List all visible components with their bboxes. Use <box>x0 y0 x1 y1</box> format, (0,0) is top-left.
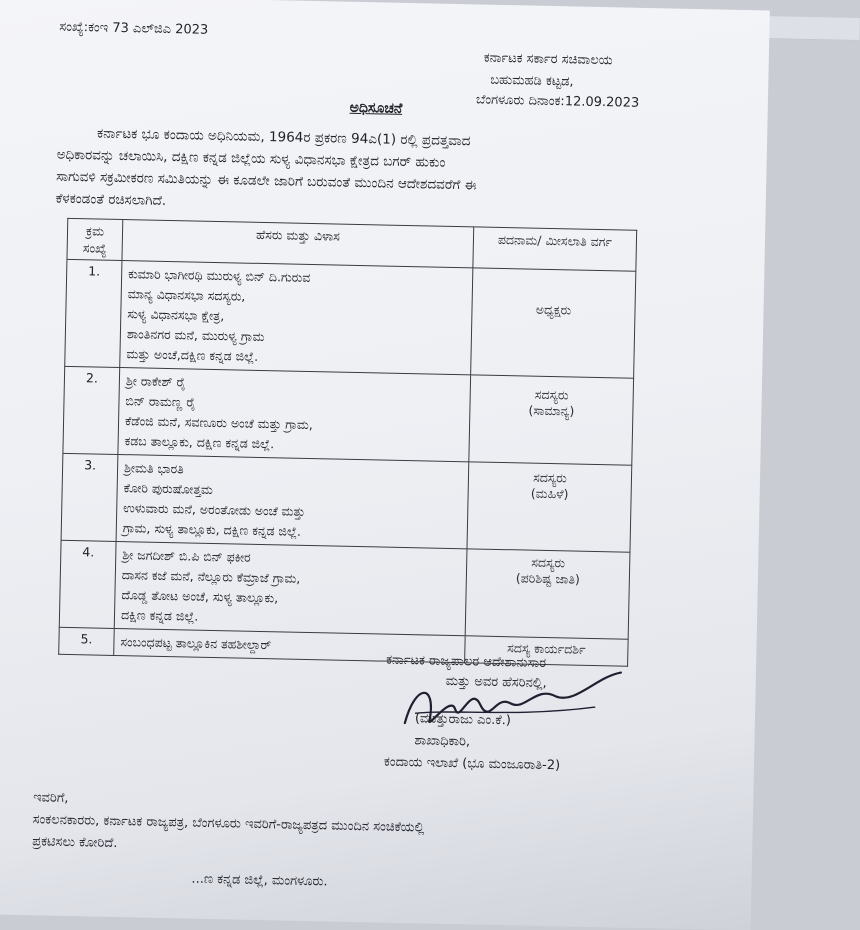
row-serial: 4. <box>59 540 116 628</box>
notification-date: ಬೆಂಗಳೂರು ದಿನಾಂಕ:12.09.2023 <box>475 92 640 111</box>
address-line: ಸಂಬಂಧಪಟ್ಟ ತಾಲ್ಲೂಕಿನ ತಹಶೀಲ್ದಾರ್ <box>120 634 272 653</box>
header-name-address: ಹೆಸರು ಮತ್ತು ವಿಳಾಸ <box>122 220 474 268</box>
recipient-line-1: ಸಂಕಲನಕಾರರು, ಕರ್ನಾಟಕ ರಾಜ್ಯಪತ್ರ, ಬೆಂಗಳೂರು ಇವರಿಗೆ-ರಾಜ್ಯಪತ್ರದ ಮುಂದಿನ ಸಂಚಿಕೆಯಲ್ಲಿ <box>32 812 425 836</box>
designation-title: ಅಧ್ಯಕ್ಷರು <box>535 301 572 318</box>
address-line: ದಕ್ಷಿಣ ಕನ್ನಡ ಜಿಲ್ಲೆ. <box>120 607 199 624</box>
address-line: ಗ್ರಾಮ, ಸುಳ್ಯ ತಾಲ್ಲೂಕು, ದಕ್ಷಿಣ ಕನ್ನಡ ಜಿಲ್ಲೆ. <box>122 520 302 539</box>
row-name-address <box>116 454 469 548</box>
row-name-address <box>114 541 467 635</box>
row-designation <box>469 375 634 465</box>
reservation-category: (ಪರಿಶಿಷ್ಟ ಜಾತಿ) <box>515 570 581 587</box>
address-line: ಕಡಬ ತಾಲ್ಲೂಕು, ದಕ್ಷಿಣ ಕನ್ನಡ ಜಿಲ್ಲೆ. <box>124 433 275 452</box>
designation-title: ಸದಸ್ಯರು <box>531 554 566 571</box>
office-name: ಕರ್ನಾಟಕ ಸರ್ಕಾರ ಸಚಿವಾಲಯ <box>483 50 613 69</box>
body-line-3: ಸಾಗುವಳಿ ಸಕ್ರಮೀಕರಣ ಸಮಿತಿಯನ್ನು ಈ ಕೂಡಲೇ ಜಾರಿಗೆ ಬರುವಂತೆ ಮುಂದಿನ ಆದೇಶದವರೆಗೆ ಈ <box>56 168 477 194</box>
reference-number: ಸಂಖ್ಯೆ:ಕಂಇ 73 ಎಲ್‌ಜಿಎ 2023 <box>59 19 209 38</box>
designation-title: ಸದಸ್ಯರು <box>533 469 567 486</box>
table-row <box>61 453 632 552</box>
row-designation <box>471 268 636 378</box>
row-serial: 2. <box>63 366 120 454</box>
governor-name-line: ಮತ್ತು ಅವರ ಹೆಸರಿನಲ್ಲಿ, <box>445 673 547 692</box>
department-name: ಕಂದಾಯ ಇಲಾಖೆ (ಭೂ ಮಂಜೂರಾತಿ-2) <box>383 754 561 774</box>
body-line-4: ಕೆಳಕಂಡಂತೆ ರಚಿಸಲಾಗಿದೆ. <box>55 190 167 209</box>
address-line: ಶ್ರೀಮತಿ ಭಾರತಿ <box>123 460 184 477</box>
address-line: ಕುಮಾರಿ ಭಾಗೀರಥಿ ಮುರುಳ್ಯ ಬಿನ್ ದಿ.ಗುರುವ <box>128 266 311 285</box>
reservation-category: (ಸಾಮಾನ್ಯ) <box>528 402 575 419</box>
row-name-address <box>120 261 473 375</box>
page-title: ಅಧಿಸೂಚನೆ <box>349 99 403 117</box>
address-line: ದಾಸನ ಕಜೆ ಮನೆ, ನೆಲ್ಲೂರು ಕೆಮ್ರಾಜೆ ಗ್ರಾಮ, <box>121 567 301 586</box>
row-designation <box>465 549 630 639</box>
designation-title: ಸದಸ್ಯ ಕಾರ್ಯದರ್ಶಿ <box>507 640 586 657</box>
row-serial: 1. <box>65 259 122 367</box>
designation-title: ಸದಸ್ಯರು <box>534 386 569 403</box>
body-line-2: ಅಧಿಕಾರವನ್ನು ಚಲಾಯಿಸಿ, ದಕ್ಷಿಣ ಕನ್ನಡ ಜಿಲ್ಲೆಯ ಸುಳ್ಯ ವಿಧಾನಸಭಾ ಕ್ಷೇತ್ರದ ಬಗರ್ ಹುಕುಂ <box>56 146 446 171</box>
address-line: ಶ್ರೀ ಜಗದೀಶ್ ಬಿ.ಪಿ ಬಿನ್ ಫಕೀರ <box>122 547 251 565</box>
header-serial: ಕ್ರಮ ಸಂಖ್ಯೆ <box>67 218 123 260</box>
committee-table <box>58 218 637 667</box>
address-line: ಮತ್ತು ಅಂಚೆ,ದಕ್ಷಿಣ ಕನ್ನಡ ಜಿಲ್ಲೆ. <box>126 346 259 364</box>
body-line-1: ಕರ್ನಾಟಕ ಭೂ ಕಂದಾಯ ಅಧಿನಿಯಮ, 1964ರ ಪ್ರಕರಣ 94ಎ(1) ರಲ್ಲಿ ಪ್ರದತ್ತವಾದ <box>96 125 471 150</box>
officer-name: (ಮುತ್ತುರಾಜು ಎಂ.ಕೆ.) <box>414 711 512 729</box>
table-row <box>59 540 630 639</box>
row-name-address <box>118 368 471 462</box>
recipient-line-2: ಪ್ರಕಟಿಸಲು ಕೋರಿದೆ. <box>32 834 118 852</box>
address-line: ದೊಡ್ಡ ತೋಟ ಅಂಚೆ, ಸುಳ್ಯ ತಾಲ್ಲೂಕು, <box>121 587 279 606</box>
address-line: ಕೋರಿ ಪುರುಷೋತ್ತಮ <box>123 480 214 497</box>
address-line: ಸುಳ್ಯ ವಿಧಾನಸಭಾ ಕ್ಷೇತ್ರ, <box>127 306 225 324</box>
address-line: ಉಳುವಾರು ಮನೆ, ಅರಂತೋಡು ಅಂಚೆ ಮತ್ತು <box>123 500 306 519</box>
address-line: ಮಾನ್ಯ ವಿಧಾನಸಭಾ ಸದಸ್ಯರು, <box>127 286 246 304</box>
header-designation: ಪದನಾಮ/ ಮೀಸಲಾತಿ ವರ್ಗ <box>473 227 637 271</box>
governor-order-line: ಕರ್ನಾಟಕ ರಾಜ್ಯಪಾಲರ ಆದೇಶಾನುಸಾರ <box>385 652 547 671</box>
table-row <box>65 259 636 378</box>
reservation-category: (ಮಹಿಳೆ) <box>530 485 569 502</box>
recipient-line-3: ...ಣ ಕನ್ನಡ ಜಿಲ್ಲೆ, ಮಂಗಳೂರು. <box>191 871 328 890</box>
recipient-label: ಇವರಿಗೆ, <box>33 790 69 807</box>
address-line: ಶಾಂತಿನಗರ ಮನೆ, ಮುರುಳ್ಯ ಗ್ರಾಮ <box>126 326 265 345</box>
office-building: ಬಹುಮಹಡಿ ಕಟ್ಟಡ, <box>490 72 574 90</box>
row-serial: 3. <box>61 453 118 541</box>
address-line: ಶ್ರೀ ರಾಕೇಶ್ ರೈ <box>125 373 186 390</box>
row-serial: 5. <box>59 627 115 655</box>
table-row <box>63 366 634 465</box>
officer-designation: ಶಾಖಾಧಿಕಾರಿ, <box>414 733 471 750</box>
address-line: ಕೆಡೆಂಜಿ ಮನೆ, ಸವಣೂರು ಅಂಚೆ ಮತ್ತು ಗ್ರಾಮ, <box>124 413 313 433</box>
row-designation <box>467 462 632 552</box>
address-line: ಬಿನ್ ರಾಮಣ್ಣ ರೈ <box>125 393 196 410</box>
